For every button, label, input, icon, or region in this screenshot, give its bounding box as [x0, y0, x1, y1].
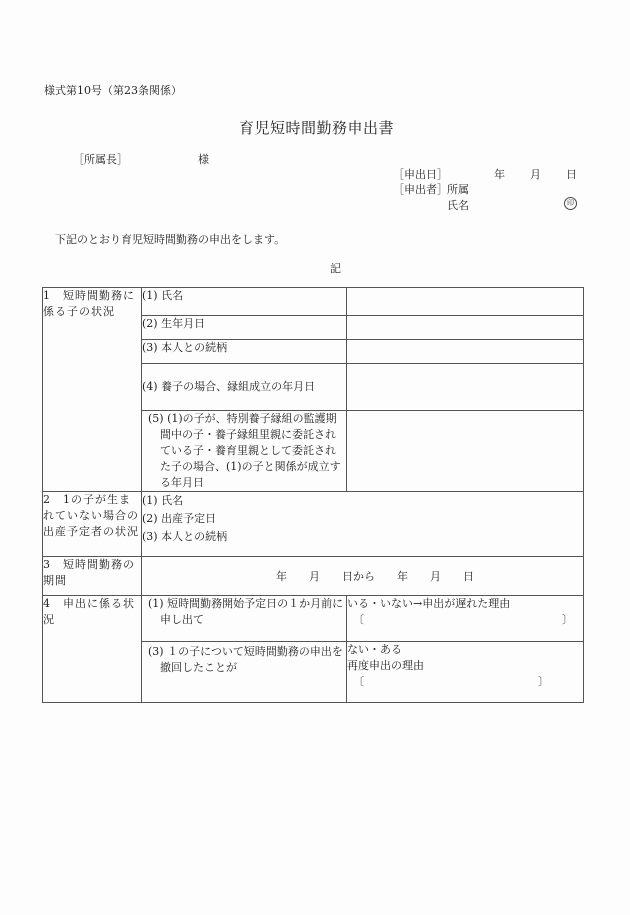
s4-item-withdrawal: (3) １の子について短時間勤務の申出を撤回したことが [142, 642, 347, 703]
date-month-label: 月 [530, 168, 541, 181]
s4-late-reason-input[interactable] [347, 612, 583, 628]
s4-withdrawal-options: ない・ある [347, 643, 402, 656]
s2-item-relationship: (3) 本人との続柄 [142, 530, 228, 543]
s1-adoption-date-field[interactable] [347, 364, 584, 411]
section-4-heading: 4 申出に係る状況 [43, 596, 142, 703]
s4-reapply-reason-label: 再度申出の理由 [347, 659, 424, 672]
ki-heading: 記 [330, 262, 341, 275]
s2-item-name: (1) 氏名 [142, 494, 184, 507]
s4-item-advance-notice: (1) 短時間勤務開始予定日の１か月前に申し出て [142, 596, 347, 642]
table-row [43, 596, 584, 642]
table-row [43, 288, 584, 316]
section-1-heading: 1 短時間勤務に係る子の状況 [43, 288, 142, 492]
s2-items[interactable] [142, 492, 584, 557]
s1-item-relation-date: (5) (1)の子が、特別養子縁組の監護期間中の子・養子縁組里親に委託されている子・養育里親として委託された子の場合、(1)の子と関係が成立する年月日 [142, 411, 347, 492]
s2-item-due-date: (2) 出産予定日 [142, 512, 217, 525]
document-title: 育児短時間勤務申出書 [239, 119, 395, 137]
seal-icon: 印 [564, 197, 577, 210]
s1-item-name: (1) 氏名 [142, 288, 347, 316]
table-row [43, 492, 584, 557]
s4-advance-notice-options: いる・いない→申出が遅れた理由 [347, 597, 511, 610]
s1-relationship-field[interactable] [347, 340, 584, 364]
s1-name-field[interactable] [347, 288, 584, 316]
form-number: 様式第10号（第23条関係） [44, 84, 182, 97]
applicant-label: ［申出者］ [393, 183, 448, 196]
bracket-close: 〕 [538, 675, 549, 688]
intro-text: 下記のとおり育児短時間勤務の申出をします。 [55, 233, 286, 246]
applicant-name-label: 氏名 [447, 199, 469, 212]
table-row [43, 557, 584, 596]
honorific: 様 [198, 153, 209, 166]
section-3-heading: 3 短時間勤務の期間 [43, 557, 142, 596]
s4-reapply-reason-input[interactable] [347, 674, 583, 690]
bracket-open: 〔 [353, 613, 364, 626]
date-day-label: 日 [566, 168, 577, 181]
date-year-label: 年 [494, 168, 505, 181]
application-date-label: ［申出日］ [393, 168, 448, 181]
application-table [42, 287, 584, 703]
s1-item-relationship: (3) 本人との続柄 [142, 340, 347, 364]
s1-item-adoption-date: (4) 養子の場合、縁組成立の年月日 [142, 364, 347, 411]
s1-relation-date-field[interactable] [347, 411, 584, 492]
bracket-open: 〔 [353, 675, 364, 688]
s1-birthdate-field[interactable] [347, 316, 584, 340]
bracket-close: 〕 [562, 613, 573, 626]
affiliation-label: 所属 [447, 183, 469, 196]
s3-period-field[interactable]: 年 月 日から 年 月 日 [142, 557, 584, 596]
s1-item-birthdate: (2) 生年月日 [142, 316, 347, 340]
section-2-heading: 2 1の子が生まれていない場合の出産予定者の状況 [43, 492, 142, 557]
s4-withdrawal-field[interactable] [347, 642, 584, 703]
addressee-label: ［所属長］ [73, 153, 128, 166]
s4-advance-notice-field[interactable] [347, 596, 584, 642]
